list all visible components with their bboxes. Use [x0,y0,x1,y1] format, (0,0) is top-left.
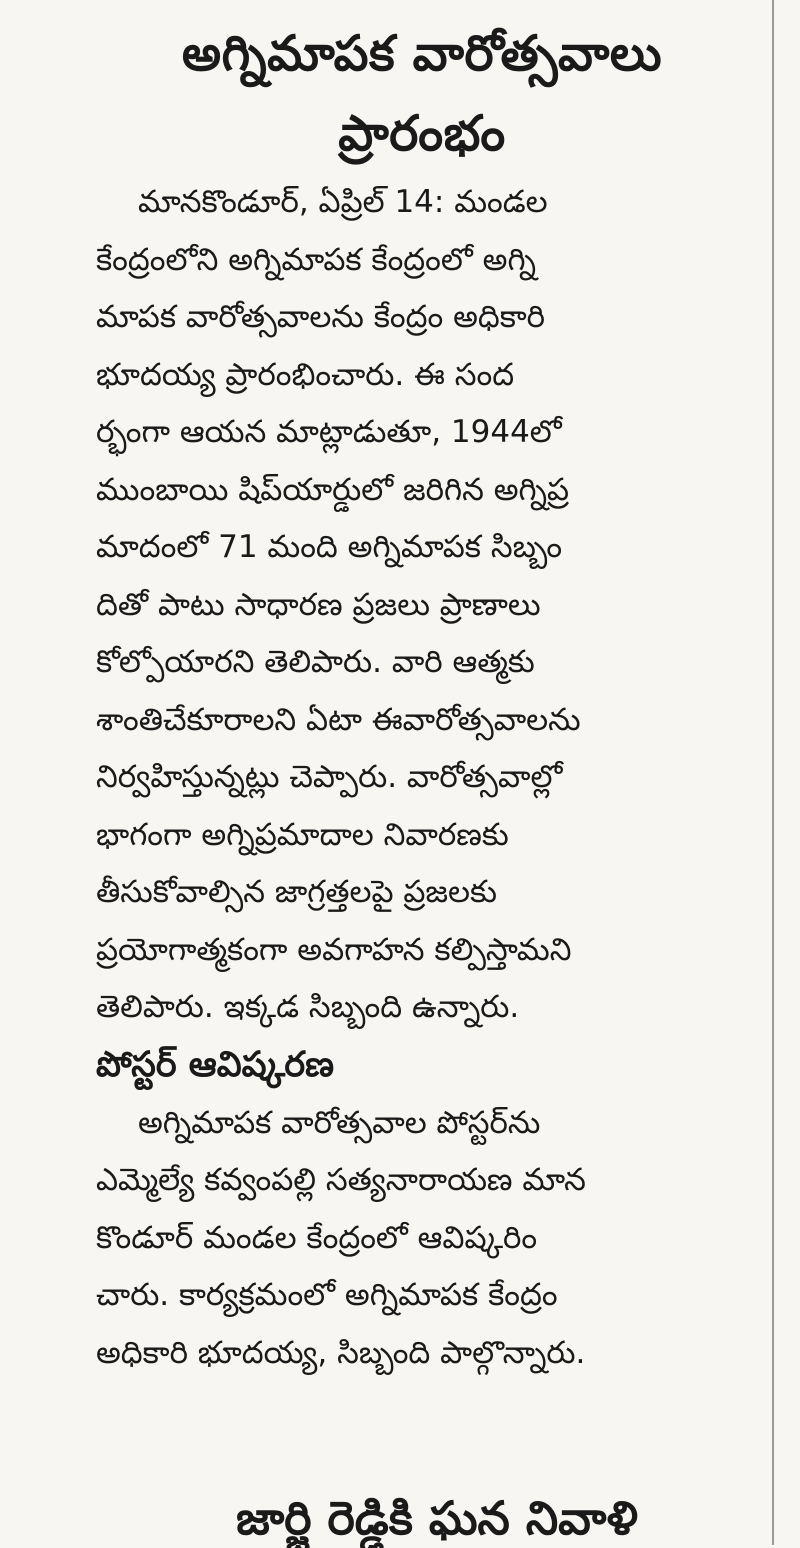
body-line: ముంబాయి షిప్‌యార్డులో జరిగిన అగ్నిప్ర [96,471,570,508]
body-line: దితో పాటు సాధారణ ప్రజలు ప్రాణాలు [96,586,541,623]
body-line: తెలిపారు. ఇక్కడ సిబ్బంది ఉన్నారు. [96,989,520,1025]
article-body [96,174,748,1037]
section-line: అగ్నిమాపక వారోత్సవాల పోస్టర్‌ను [138,1104,541,1141]
body-line: భూదయ్య ప్రారంభించారు. ఈ సంద [96,356,515,393]
body-line: మాదంలో 71 మంది అగ్నిమాపక సిబ్బం [96,529,563,565]
body-line: ప్రయోగాత్మకంగా అవగాహన కల్పిస్తామని [96,931,572,968]
headline-line-2: ప్రారంభం [338,105,506,162]
section-line: చారు. కార్యక్రమంలో అగ్నిమాపక కేంద్రం [96,1277,558,1313]
section-line: ఎమ్మెల్యే కవ్వంపల్లి సత్యనారాయణ మాన [96,1162,586,1198]
body-line: భాగంగా అగ్నిప్రమాదాల నివారణకు [96,816,509,853]
body-line: శాంతిచేకూరాలని ఏటా ఈవారోత్సవాలను [96,701,581,738]
section-line: కొండూర్ మండల కేంద్రంలో ఆవిష్కరిం [96,1219,538,1256]
body-line: తీసుకోవాల్సిన జాగ్రత్తలపై ప్రజలకు [96,874,497,910]
body-line: మాపక వారోత్సవాలను కేంద్రం అధికారి [96,299,546,335]
body-line: నిర్వహిస్తున్నట్లు చెప్పారు. వారోత్సవాల్లో [96,759,563,795]
headline-line-1: అగ్నిమాపక వారోత్సవాలు [181,25,663,82]
body-line: మానకొండూర్, ఏప్రిల్ 14: మండల [138,184,548,220]
body-line: ర్భంగా ఆయన మాట్లాడుతూ, 1944లో [96,414,562,450]
section-subheading: పోస్టర్ ఆవిష్కరణ [96,1044,335,1085]
body-line: కేంద్రంలోని అగ్నిమాపక కేంద్రంలో అగ్ని [96,241,536,278]
article-headline [96,14,748,174]
body-line: కోల్పోయారని తెలిపారు. వారి ఆత్మకు [96,644,535,680]
section-line: అధికారి భూదయ్య, సిబ్బంది పాల్గొన్నారు. [96,1334,586,1371]
section-body [96,1095,748,1383]
column-divider [772,0,774,1545]
next-article-headline: జార్జి రెడ్డికి ఘన నివాళి [236,1491,638,1545]
